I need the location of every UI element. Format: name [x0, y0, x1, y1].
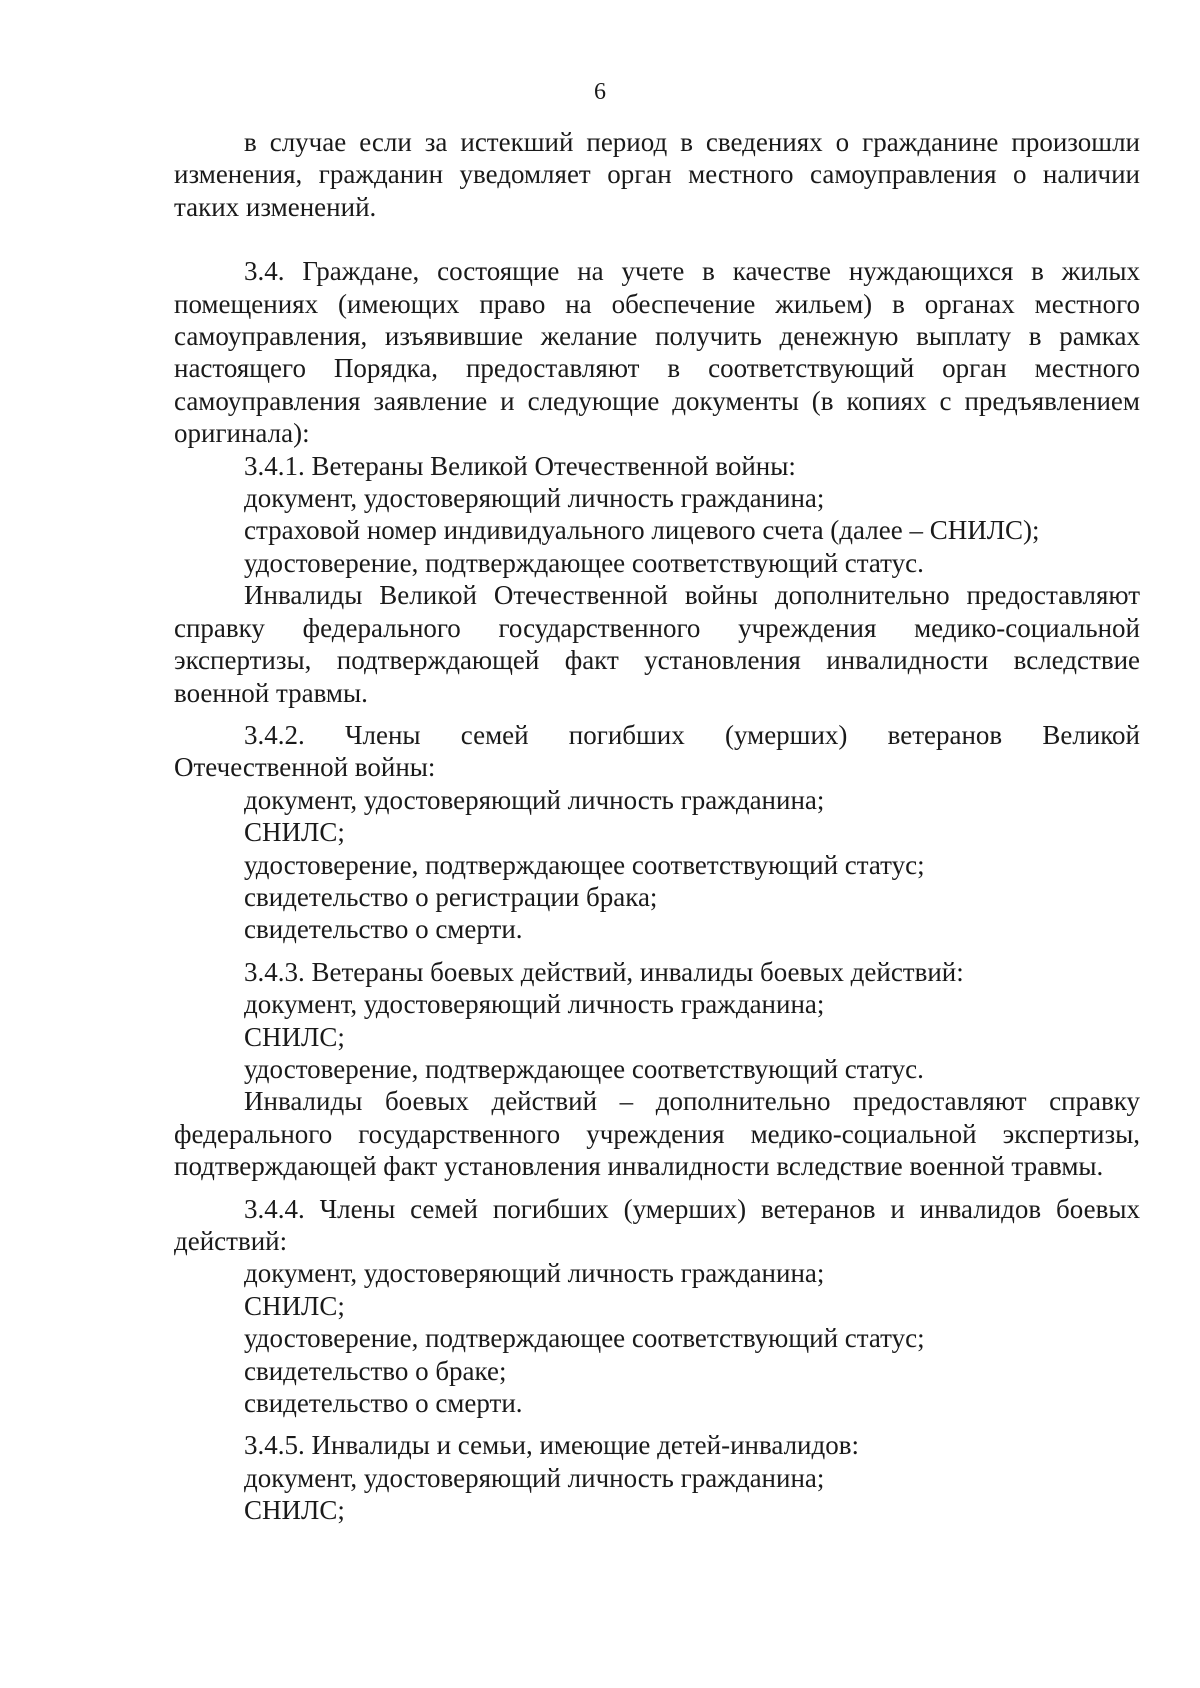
section-3-4-3-note: Инвалиды боевых действий – дополнительно предоставляют справку федерального государственного учреждения медико-социальной экспертизы, подтверждающей факт установления инвалидности вследствие военной травмы.	[174, 1086, 1140, 1182]
list-item: документ, удостоверяющий личность гражданина;	[244, 784, 825, 815]
section-3-4-5-title: 3.4.5. Инвалиды и семьи, имеющие детей-инвалидов:	[244, 1430, 859, 1461]
paragraph-intro-continuation: в случае если за истекший период в сведениях о гражданине произошли изменения, гражданин уведомляет орган местного самоуправления о наличии таких изменений.	[174, 127, 1140, 222]
list-item: документ, удостоверяющий личность гражданина;	[244, 1258, 825, 1289]
list-item: удостоверение, подтверждающее соответствующий статус.	[244, 547, 924, 578]
list-item: СНИЛС;	[244, 1495, 345, 1526]
list-item: документ, удостоверяющий личность гражданина;	[244, 483, 825, 514]
list-item: документ, удостоверяющий личность гражданина;	[244, 989, 825, 1020]
list-item: удостоверение, подтверждающее соответствующий статус;	[244, 849, 925, 880]
list-item: свидетельство о регистрации брака;	[244, 881, 658, 912]
document-body	[174, 126, 1140, 1527]
paragraph-3-4: 3.4. Граждане, состоящие на учете в качестве нуждающихся в жилых помещениях (имеющих право на обеспечение жильем) в органах местного самоуправления, изъявившие желание получить денежную выплату в рамках настоящего Порядка, предоставляют в соответствующий орган местного самоуправления заявление и следующие документы (в копиях с предъявлением оригинала):	[174, 256, 1140, 449]
section-3-4-2-title-line2: Отечественной войны:	[174, 752, 436, 783]
list-item: свидетельство о браке;	[244, 1355, 507, 1386]
list-item: свидетельство о смерти.	[244, 914, 523, 945]
list-item: свидетельство о смерти.	[244, 1388, 523, 1419]
section-3-4-2-title-line1: 3.4.2. Члены семей погибших (умерших) ветеранов Великой	[244, 719, 1140, 750]
list-item: СНИЛС;	[244, 1021, 345, 1052]
section-3-4-1-title: 3.4.1. Ветераны Великой Отечественной войны:	[244, 450, 796, 481]
section-3-4-1-note: Инвалиды Великой Отечественной войны дополнительно предоставляют справку федерального государственного учреждения медико-социальной экспертизы, подтверждающей факт установления инвалидности вследствие военной травмы.	[174, 580, 1140, 708]
list-item: страховой номер индивидуального лицевого счета (далее – СНИЛС);	[244, 515, 1040, 546]
list-item: удостоверение, подтверждающее соответствующий статус.	[244, 1053, 924, 1084]
list-item: СНИЛС;	[244, 1290, 345, 1321]
list-item: СНИЛС;	[244, 817, 345, 848]
list-item: удостоверение, подтверждающее соответствующий статус;	[244, 1323, 925, 1354]
section-3-4-4-title: 3.4.4. Члены семей погибших (умерших) ветеранов и инвалидов боевых действий:	[174, 1193, 1140, 1256]
page-number: 6	[594, 79, 606, 105]
section-3-4-3-title: 3.4.3. Ветераны боевых действий, инвалиды боевых действий:	[244, 956, 964, 987]
list-item: документ, удостоверяющий личность гражданина;	[244, 1462, 825, 1493]
